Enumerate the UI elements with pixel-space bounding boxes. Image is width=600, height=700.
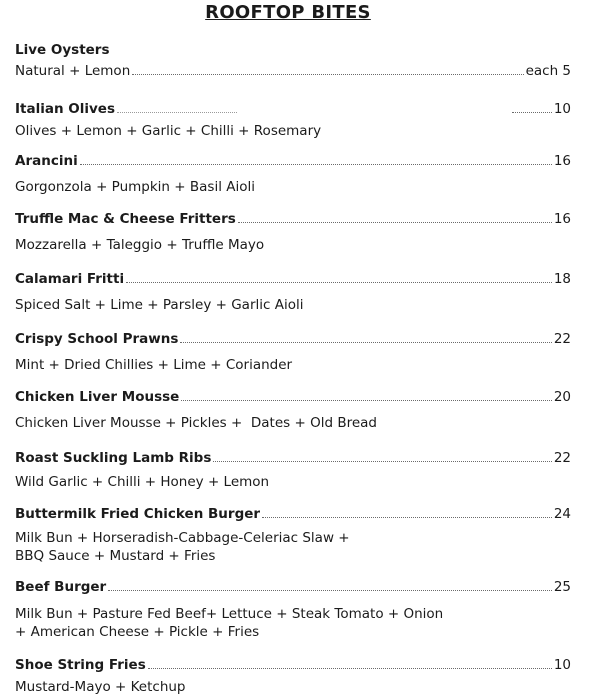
item-description-line-2: BBQ Sauce + Mustard + Fries [15, 548, 216, 564]
dot-leader [262, 516, 552, 518]
item-price: 16 [553, 211, 571, 227]
menu-item-chicken-liver-mousse [15, 389, 571, 432]
item-name: Italian Olives [15, 101, 115, 117]
menu-item-roast-suckling-lamb-ribs [15, 450, 571, 491]
item-name: Chicken Liver Mousse [15, 389, 180, 405]
item-price: 25 [553, 579, 571, 595]
menu-item-calamari-fritti [15, 271, 571, 314]
item-description: Natural + Lemon [15, 63, 131, 79]
menu-item-arancini [15, 153, 571, 196]
item-name: Calamari Fritti [15, 271, 125, 287]
menu-item-truffle-mac-cheese-fritters [15, 211, 571, 254]
item-description-line-1: Milk Bun + Pasture Fed Beef+ Lettuce + Steak Tomato + Onion [15, 606, 444, 622]
item-name: Shoe String Fries [15, 657, 146, 673]
menu-title: ROOFTOP BITES [205, 2, 371, 23]
item-price: 24 [553, 506, 571, 522]
item-name: Truffle Mac & Cheese Fritters [15, 211, 236, 227]
menu-item-live-oysters [15, 42, 571, 80]
item-price: 20 [553, 389, 571, 405]
item-price: 10 [553, 101, 571, 117]
dot-leader [512, 111, 552, 113]
item-description: Olives + Lemon + Garlic + Chilli + Rosemary [15, 123, 322, 139]
item-description: Gorgonzola + Pumpkin + Basil Aioli [15, 179, 255, 195]
item-description-line-2: + American Cheese + Pickle + Fries [15, 624, 260, 640]
dot-leader [148, 667, 552, 669]
item-name: Live Oysters [15, 42, 110, 58]
menu-item-beef-burger [15, 579, 571, 641]
item-price: 16 [553, 153, 571, 169]
menu-item-shoe-string-fries [15, 657, 571, 696]
dot-leader [126, 281, 552, 283]
item-description: Mozzarella + Taleggio + Truffle Mayo [15, 237, 265, 253]
item-name: Roast Suckling Lamb Ribs [15, 450, 212, 466]
item-name: Beef Burger [15, 579, 107, 595]
item-price: each 5 [525, 63, 571, 79]
menu-item-italian-olives [15, 101, 571, 140]
dot-leader [181, 399, 551, 401]
dot-leader [80, 163, 552, 165]
dot-leader [180, 341, 551, 343]
item-price: 22 [553, 331, 571, 347]
item-description: Mustard-Mayo + Ketchup [15, 679, 186, 695]
menu-item-crispy-school-prawns [15, 331, 571, 374]
item-name: Crispy School Prawns [15, 331, 179, 347]
item-name: Arancini [15, 153, 78, 169]
item-price: 22 [553, 450, 571, 466]
item-name: Buttermilk Fried Chicken Burger [15, 506, 261, 522]
dot-leader [117, 111, 237, 113]
item-price: 18 [553, 271, 571, 287]
item-description: Mint + Dried Chillies + Lime + Coriander [15, 357, 293, 373]
item-description: Wild Garlic + Chilli + Honey + Lemon [15, 474, 270, 490]
item-description: Spiced Salt + Lime + Parsley + Garlic Aioli [15, 297, 304, 313]
dot-leader [238, 221, 552, 223]
dot-leader [213, 460, 551, 462]
dot-leader [108, 589, 552, 591]
item-price: 10 [553, 657, 571, 673]
menu-item-buttermilk-fried-chicken-burger [15, 506, 571, 565]
item-description: Chicken Liver Mousse + Pickles + Dates + Old Bread [15, 415, 377, 431]
dot-leader [132, 73, 523, 75]
item-description-line-1: Milk Bun + Horseradish-Cabbage-Celeriac Slaw + [15, 530, 350, 546]
